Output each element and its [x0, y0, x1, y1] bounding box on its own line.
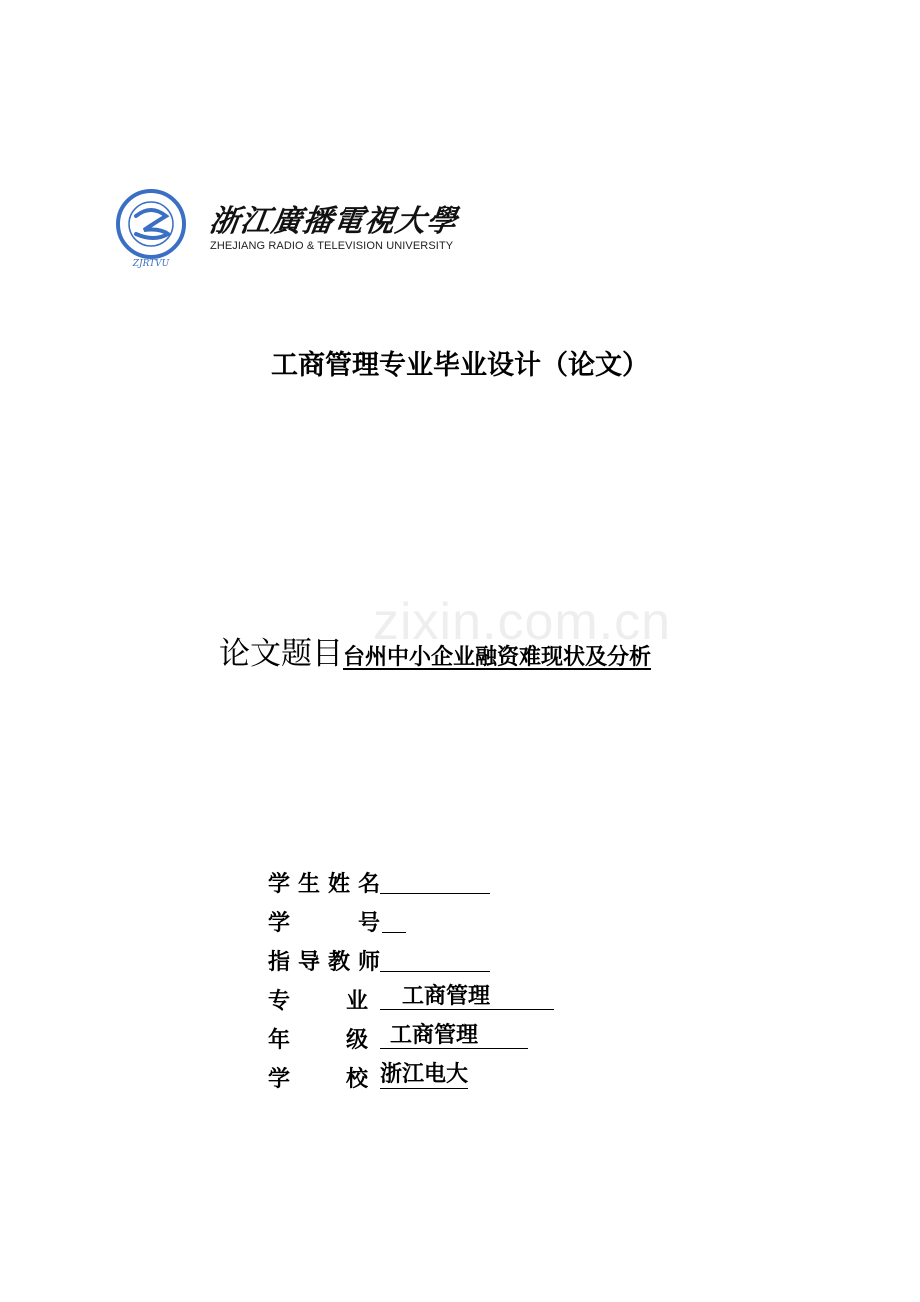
info-label: 学 校 [268, 1067, 368, 1092]
thesis-title: 台州中小企业融资难现状及分析 [343, 645, 652, 670]
thesis-label: 论文题目 [219, 636, 343, 672]
info-label: 指 导 教 师 [268, 950, 380, 975]
student-info [268, 867, 554, 1101]
info-label: 专 业 [268, 989, 368, 1014]
info-row-grade [268, 1023, 554, 1062]
major-field: 工商管理 [380, 984, 554, 1010]
info-row-major [268, 984, 554, 1023]
svg-text:ZJRTVU: ZJRTVU [132, 259, 170, 269]
grade-field: 工商管理 [380, 1023, 528, 1049]
school-field: 浙江电大 [380, 1062, 469, 1087]
university-name-en: ZHEJIANG RADIO & TELEVISION UNIVERSITY [210, 240, 454, 252]
advisor-field [380, 945, 490, 972]
info-label: 学 号 [268, 911, 380, 936]
info-row-advisor [268, 945, 554, 984]
info-label: 学 生 姓 名 [268, 872, 380, 897]
university-name-cn: 浙江廣播電視大學 [207, 204, 460, 239]
student-name-field [380, 867, 490, 894]
watermark: zixin.com.cn [373, 593, 672, 651]
info-row-student-id [268, 906, 554, 945]
info-row-school [268, 1062, 554, 1101]
university-seal-logo [116, 186, 186, 270]
student-id-field [382, 906, 406, 933]
thesis-title-row [219, 628, 651, 673]
document-title: 工商管理专业毕业设计（论文） [271, 350, 649, 381]
info-row-student-name [268, 867, 554, 906]
info-label: 年 级 [268, 1028, 368, 1053]
